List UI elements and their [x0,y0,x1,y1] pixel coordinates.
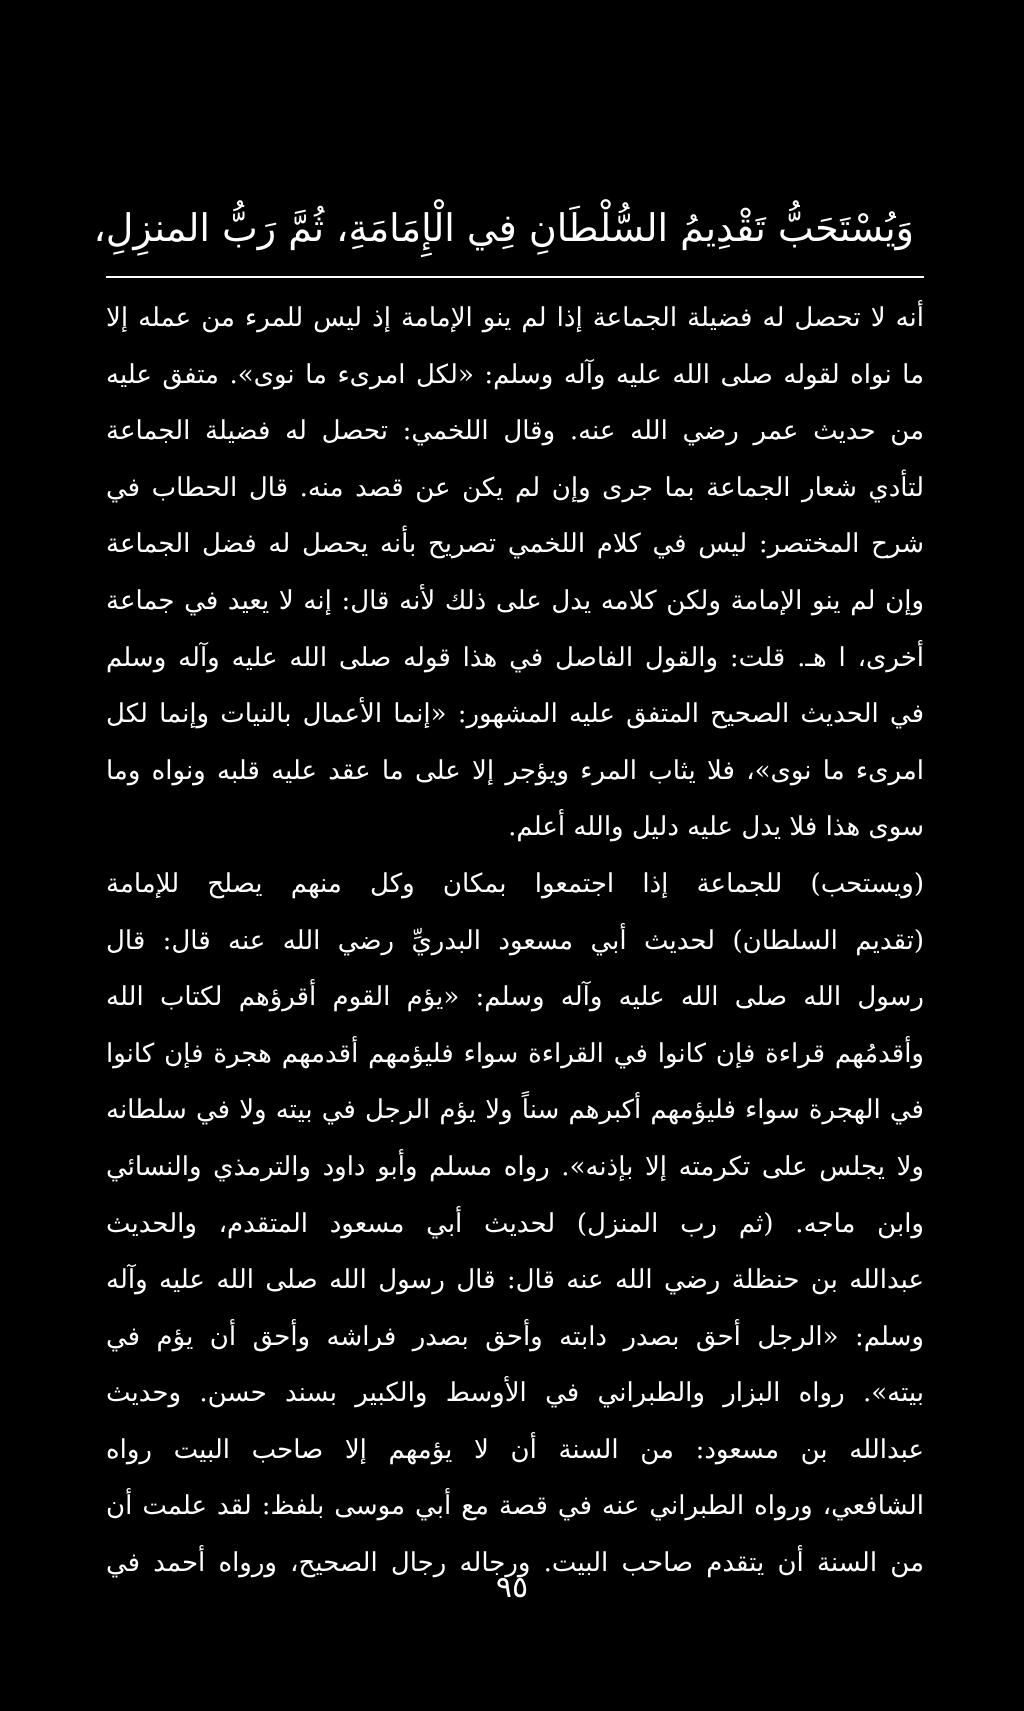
text-line: بيته». رواه البزار والطبراني في الأوسط والكبير بسند حسن. وحديث [106,1378,924,1409]
text-line: عبدالله بن حنظلة رضي الله عنه قال: قال رسول الله صلى الله عليه وآله [106,1265,924,1296]
text-line: (ويستحب) للجماعة إذا اجتمعوا بمكان وكل منهم يصلح للإمامة [106,868,924,899]
text-line: وسلم: «الرجل أحق بصدر دابته وأحق بصدر فراشه وأحق أن يؤم في [106,1321,924,1352]
text-line: وأقدمُهم قراءة فإن كانوا في القراءة سواء فليؤمهم أقدمهم هجرة فإن كانوا [106,1038,924,1069]
heading-divider [106,276,924,278]
text-line: في الهجرة سواء فليؤمهم أكبرهم سناً ولا يؤم الرجل في بيته ولا في سلطانه [106,1095,924,1126]
text-line: ما نواه لقوله صلى الله عليه وآله وسلم: «لكل امرىء ما نوى». متفق عليه [106,359,924,390]
text-line: وإن لم ينو الإمامة ولكن كلامه يدل على ذلك لأنه قال: إنه لا يعيد في جماعة [106,585,924,616]
text-line: عبدالله بن مسعود: من السنة أن لا يؤمهم إلا صاحب البيت رواه [106,1434,924,1465]
text-line: رسول الله صلى الله عليه وآله وسلم: «يؤم القوم أقرؤهم لكتاب الله [106,982,924,1013]
text-line: في الحديث الصحيح المتفق عليه المشهور: «إنما الأعمال بالنيات وإنما لكل [106,699,924,730]
text-line: أنه لا تحصل له فضيلة الجماعة إذا لم ينو الإمامة إذ ليس للمرء من عمله إلا [106,303,924,333]
text-line: (تقديم السلطان) لحديث أبي مسعود البدريِّ رضي الله عنه قال: قال [106,925,924,956]
text-line: أخرى، ا هـ. قلت: والقول الفاصل في هذا قوله صلى الله عليه وآله وسلم [106,642,924,673]
page-number: ٩٥ [495,1570,529,1605]
section-heading: وَيُسْتَحَبُّ تَقْدِيمُ السُّلْطَانِ فِي الْإِمَامَةِ، ثُمَّ رَبُّ المنزِلِ، [93,206,914,250]
text-line: من حديث عمر رضي الله عنه. وقال اللخمي: تحصل له فضيلة الجماعة [106,416,924,447]
text-line: سوى هذا فلا يدل عليه دليل والله أعلم. [508,812,924,843]
text-line: من السنة أن يتقدم صاحب البيت. ورجاله رجال الصحيح، ورواه أحمد في [106,1548,924,1579]
text-line: لتأدي شعار الجماعة بما جرى وإن لم يكن عن قصد منه. قال الحطاب في [106,472,924,503]
text-line: ولا يجلس على تكرمته إلا بإذنه». رواه مسلم وأبو داود والترمذي والنسائي [106,1151,924,1182]
text-line: الشافعي، ورواه الطبراني عنه في قصة مع أبي موسى بلفظ: لقد علمت أن [106,1491,924,1522]
text-line: شرح المختصر: ليس في كلام اللخمي تصريح بأنه يحصل له فضل الجماعة [106,529,924,560]
text-line: امرىء ما نوى»، فلا يثاب المرء ويؤجر إلا على ما عقد عليه قلبه ونواه وما [106,755,924,786]
body-text [106,290,924,1592]
text-line: وابن ماجه. (ثم رب المنزل) لحديث أبي مسعود المتقدم، والحديث [106,1208,924,1239]
